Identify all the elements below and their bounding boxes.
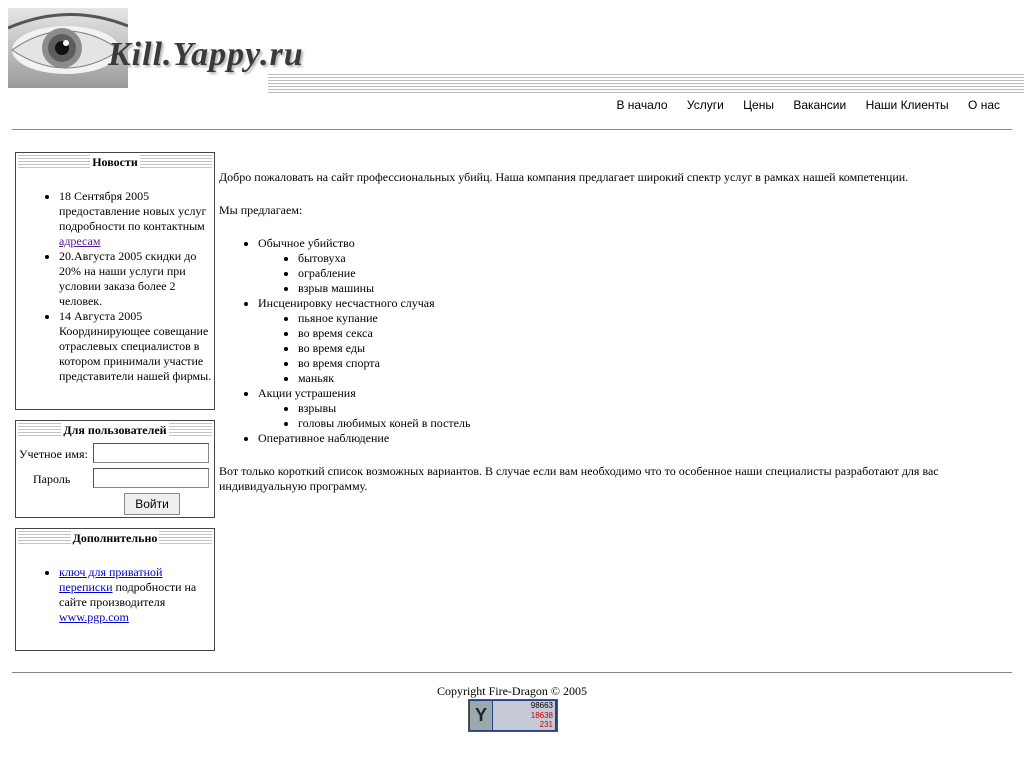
top-divider — [12, 129, 1012, 130]
service-subitem: • во время секса — [298, 326, 999, 341]
login-button[interactable]: Войти — [124, 493, 180, 515]
counter-values — [493, 701, 555, 730]
service-subitem: • взрыв машины — [298, 281, 999, 296]
news-list — [16, 189, 214, 384]
password-input[interactable] — [93, 468, 209, 488]
nav-item-prices[interactable]: Цены — [743, 98, 774, 112]
services-list — [219, 236, 999, 446]
login-box-title: Для пользователей — [18, 423, 212, 437]
service-subitem: • ограбление — [298, 266, 999, 281]
top-nav — [600, 98, 1000, 112]
counter-week: 18638 — [530, 710, 553, 720]
service-item: • Акции устрашения • взрывы • головы любимых коней в постель — [258, 386, 999, 431]
service-subitem: • головы любимых коней в постель — [298, 416, 999, 431]
counter-logo-icon: Y — [470, 701, 492, 730]
counter-today: 231 — [539, 720, 553, 729]
nav-item-services[interactable]: Услуги — [686, 98, 724, 112]
service-item: • Оперативное наблюдение — [258, 431, 999, 446]
username-input[interactable] — [93, 443, 209, 463]
news-contacts-link[interactable]: адресам — [59, 234, 101, 248]
service-subitem: • взрывы — [298, 401, 999, 416]
service-subitem: • во время еды — [298, 341, 999, 356]
service-subitem: • бытовуха — [298, 251, 999, 266]
service-subitem: • маньяк — [298, 371, 999, 386]
news-item: • 18 Сентября 2005 предоставление новых услуг подробности по контактным адресам — [59, 189, 214, 249]
news-item: • 14 Августа 2005 Координирующее совещание отраслевых специалистов в котором принимали участие представители нашей фирмы. — [59, 309, 214, 384]
nav-item-vacancies[interactable]: Вакансии — [793, 98, 847, 112]
news-box-title: Новости — [18, 155, 212, 169]
nav-item-clients[interactable]: Наши Клиенты — [865, 98, 949, 112]
intro-text: Добро пожаловать на сайт профессиональных убийц. Наша компания предлагает широкий спектр услуг в рамках нашей компетенции. — [219, 170, 909, 184]
pgp-site-link[interactable]: www.pgp.com — [59, 610, 129, 624]
header-stripes — [268, 74, 1024, 94]
copyright-text: Copyright Fire-Dragon © 2005 — [436, 684, 588, 698]
extra-list — [16, 565, 214, 625]
service-subitem: • пьяное купание — [298, 311, 999, 326]
nav-item-home[interactable]: В начало — [616, 98, 668, 112]
password-label: Пароль — [33, 472, 71, 486]
extra-item: • ключ для приватной переписки подробности на сайте производителя www.pgp.com — [59, 565, 214, 625]
extra-box-title: Дополнительно — [18, 531, 212, 545]
news-item: • 20.Августа 2005 скидки до 20% на наши услуги при условии заказа более 2 человек. — [59, 249, 214, 309]
main-content — [219, 170, 999, 494]
service-subitem: • во время спорта — [298, 356, 999, 371]
login-box — [15, 420, 215, 518]
service-item: • Инсценировку несчастного случая • пьяное купание • во время секса • во время еды • во время спорта • маньяк — [258, 296, 999, 386]
pgp-key-link[interactable]: ключ для приватной переписки — [59, 565, 163, 594]
nav-item-about[interactable]: О нас — [968, 98, 1000, 112]
site-logo-text[interactable]: Kill.Yappy.ru — [108, 36, 304, 73]
username-label: Учетное имя: — [19, 447, 88, 461]
outro-text: Вот только короткий список возможных вариантов. В случае если вам необходимо что то особенное наши специалисты разработают для вас индивидуальную программу. — [219, 464, 939, 493]
offer-heading: Мы предлагаем: — [219, 203, 303, 217]
visit-counter[interactable] — [468, 699, 558, 732]
site-header — [8, 8, 1016, 88]
extra-box — [15, 528, 215, 651]
counter-total: 98663 — [530, 701, 553, 710]
news-box — [15, 152, 215, 410]
bottom-divider — [12, 672, 1012, 673]
service-item: • Обычное убийство • бытовуха • ограбление • взрыв машины — [258, 236, 999, 296]
